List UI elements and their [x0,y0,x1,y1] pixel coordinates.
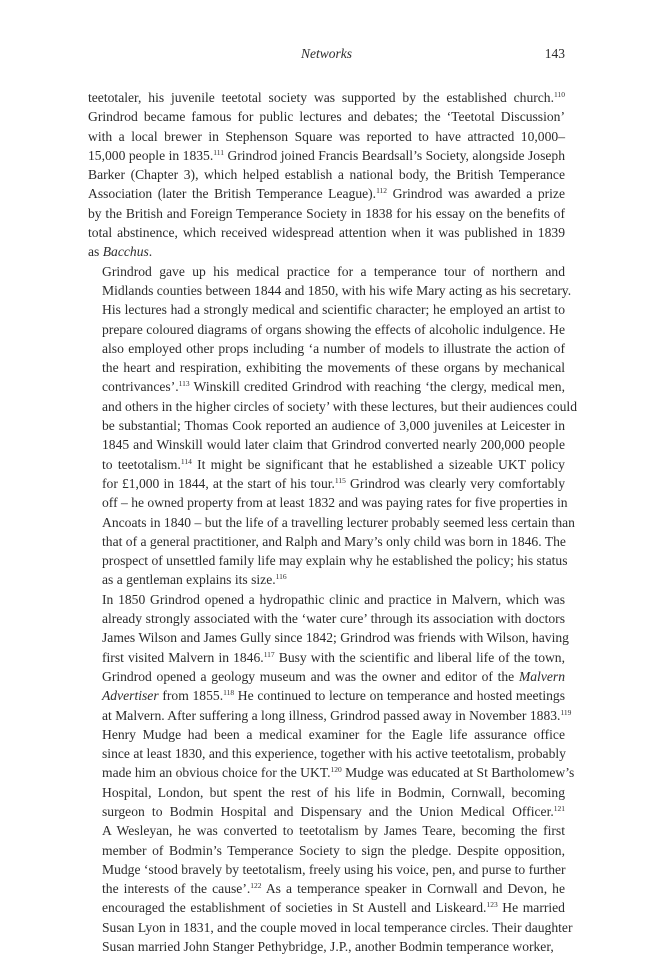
paragraph [88,590,572,725]
running-title: Networks [300,46,352,61]
text-line: prepare coloured diagrams of organs showing the effects of alcoholic indulgence. He [102,321,565,337]
text-line: to teetotalism.$^{114}$ It might be significant that he established a sizeable UKT policy [102,456,565,472]
text-line: 15,000 people in 1835.$^{111}$ Grindrod joined Francis Beardsall’s Society, alongside Joseph [88,147,565,163]
text-line: by the British and Foreign Temperance Society in 1838 for his essay on the benefits of [88,205,565,221]
body-text [88,88,577,956]
text-line: also employed other props including ‘a number of models to illustrate the action of [102,340,565,356]
text-line: the heart and respiration, exhibiting the movements of these organs by mechanical [102,360,565,376]
footnote-ref: 123 [486,900,498,910]
text-line: Grindrod opened a geology museum and was the owner and editor of the Malvern [102,668,565,684]
text-line: 1845 and Winskill would later claim that Grindrod converted nearly 200,000 people [102,437,565,453]
text-line: Advertiser from 1855.$^{118}$ He continued to lecture on temperance and hosted meetings [102,688,565,704]
footnote-ref: 111 [213,147,224,157]
footnote-ref: 114 [180,456,192,466]
footnote-ref: 117 [263,649,275,659]
text-line: encouraged the establishment of societies in St Austell and Liskeard.$^{123}$ He married [102,900,565,916]
text-line: Midlands counties between 1844 and 1850, with his wife Mary acting as his secretary. [102,282,572,298]
text-line: and others in the higher circles of society’ with these lectures, but their audiences could [102,398,577,414]
text-line: surgeon to Bodmin Hospital and Dispensary and the Union Medical Officer.$^{121}$ [102,803,565,819]
text-line: Ancoats in 1840 – but the life of a travelling lecturer probably seemed less certain than [102,514,575,530]
text-line: member of Bodmin’s Temperance Society to sign the pledge. Despite opposition, [102,842,565,858]
footnote-ref: 122 [250,881,262,891]
italic-title: Bacchus [102,244,149,260]
footnote-ref: 113 [178,379,190,389]
paragraph [88,262,577,590]
footnote-ref: 116 [275,572,287,582]
italic-title: Advertiser [102,688,159,704]
text-line: be substantial; Thomas Cook reported an audience of 3,000 juveniles at Leicester in [102,418,565,434]
text-line: contrivances’.$^{113}$ Winskill credited Grindrod with reaching ‘the clergy, medical men, [102,379,565,395]
italic-title: Malvern [518,668,565,684]
footnote-ref: 119 [560,707,572,717]
text-line: total abstinence, which received widespread attention when it was published in 1839 [88,225,565,241]
text-line: for £1,000 in 1844, at the start of his tour.$^{115}$ Grindrod was clearly very comfortably [102,475,565,491]
footnote-ref: 112 [376,186,388,196]
running-head [88,46,565,64]
text-line: Henry Mudge had been a medical examiner for the Eagle life assurance office [102,726,565,742]
text-line: Barker (Chapter 3), which helped establish a national body, the British Temperance [88,167,565,183]
page-number: 143 [544,46,565,61]
footnote-ref: 120 [330,765,342,775]
paragraph [88,88,565,262]
text-line: Susan Lyon in 1831, and the couple moved in local temperance circles. Their daughter [102,919,573,935]
text-line: teetotaler, his juvenile teetotal society was supported by the established church.$^{110}$ [88,90,565,105]
text-line: James Wilson and James Gully since 1842; Grindrod was friends with Wilson, having [102,630,569,646]
text-line: A Wesleyan, he was converted to teetotalism by James Teare, becoming the first [102,823,565,839]
footnote-ref: 118 [223,688,235,698]
text-line: Mudge ‘stood bravely by teetotalism, freely using his voice, pen, and purse to further [102,861,566,877]
footnote-ref: 121 [553,803,565,813]
text-line: the interests of the cause’.$^{122}$ As a temperance speaker in Cornwall and Devon, he [102,881,566,897]
footnote-ref: 110 [554,90,565,99]
text-line: at Malvern. After suffering a long illness, Grindrod passed away in November 1883.$^{119}$ [102,707,572,723]
text-line: as a gentleman explains its size.$^{116}$ [102,572,287,588]
text-line: Grindrod became famous for public lectures and debates; the ‘Teetotal Discussion’ [88,109,565,125]
paragraph [88,725,575,957]
text-line: that of a general practitioner, and Ralph and Mary’s only child was born in 1846. The [102,533,566,549]
text-line: since at least 1830, and this experience, together with his active teetotalism, probably [102,746,566,762]
text-line: with a local brewer in Stephenson Square was reported to have attracted 10,000– [88,128,565,144]
text-line: prospect of unsettled family life may explain why he established the policy; his status [102,553,568,569]
text-line: already strongly associated with the ‘water cure’ through its association with doctors [102,611,565,627]
text-line: Association (later the British Temperance League).$^{112}$ Grindrod was awarded a prize [88,186,565,202]
text-line: made him an obvious choice for the UKT.$^{120}$ Mudge was educated at St Bartholomew’s [102,765,575,781]
text-line: Grindrod gave up his medical practice for a temperance tour of northern and [102,263,565,279]
text-line: His lectures had a strongly medical and scientific character; he employed an artist to [102,302,565,318]
text-line: as Bacchus. [88,244,153,260]
footnote-ref: 115 [334,475,346,485]
text-line: first visited Malvern in 1846.$^{117}$ Busy with the scientific and liberal life of the town, [102,649,566,665]
text-line: In 1850 Grindrod opened a hydropathic clinic and practice in Malvern, which was [102,591,565,607]
text-line: Susan married John Stanger Pethybridge, J.P., another Bodmin temperance worker, [102,939,554,955]
text-line: off – he owned property from at least 1832 and was paying rates for five properties in [102,495,568,511]
text-line: Hospital, London, but spent the rest of his life in Bodmin, Cornwall, becoming [102,784,565,800]
